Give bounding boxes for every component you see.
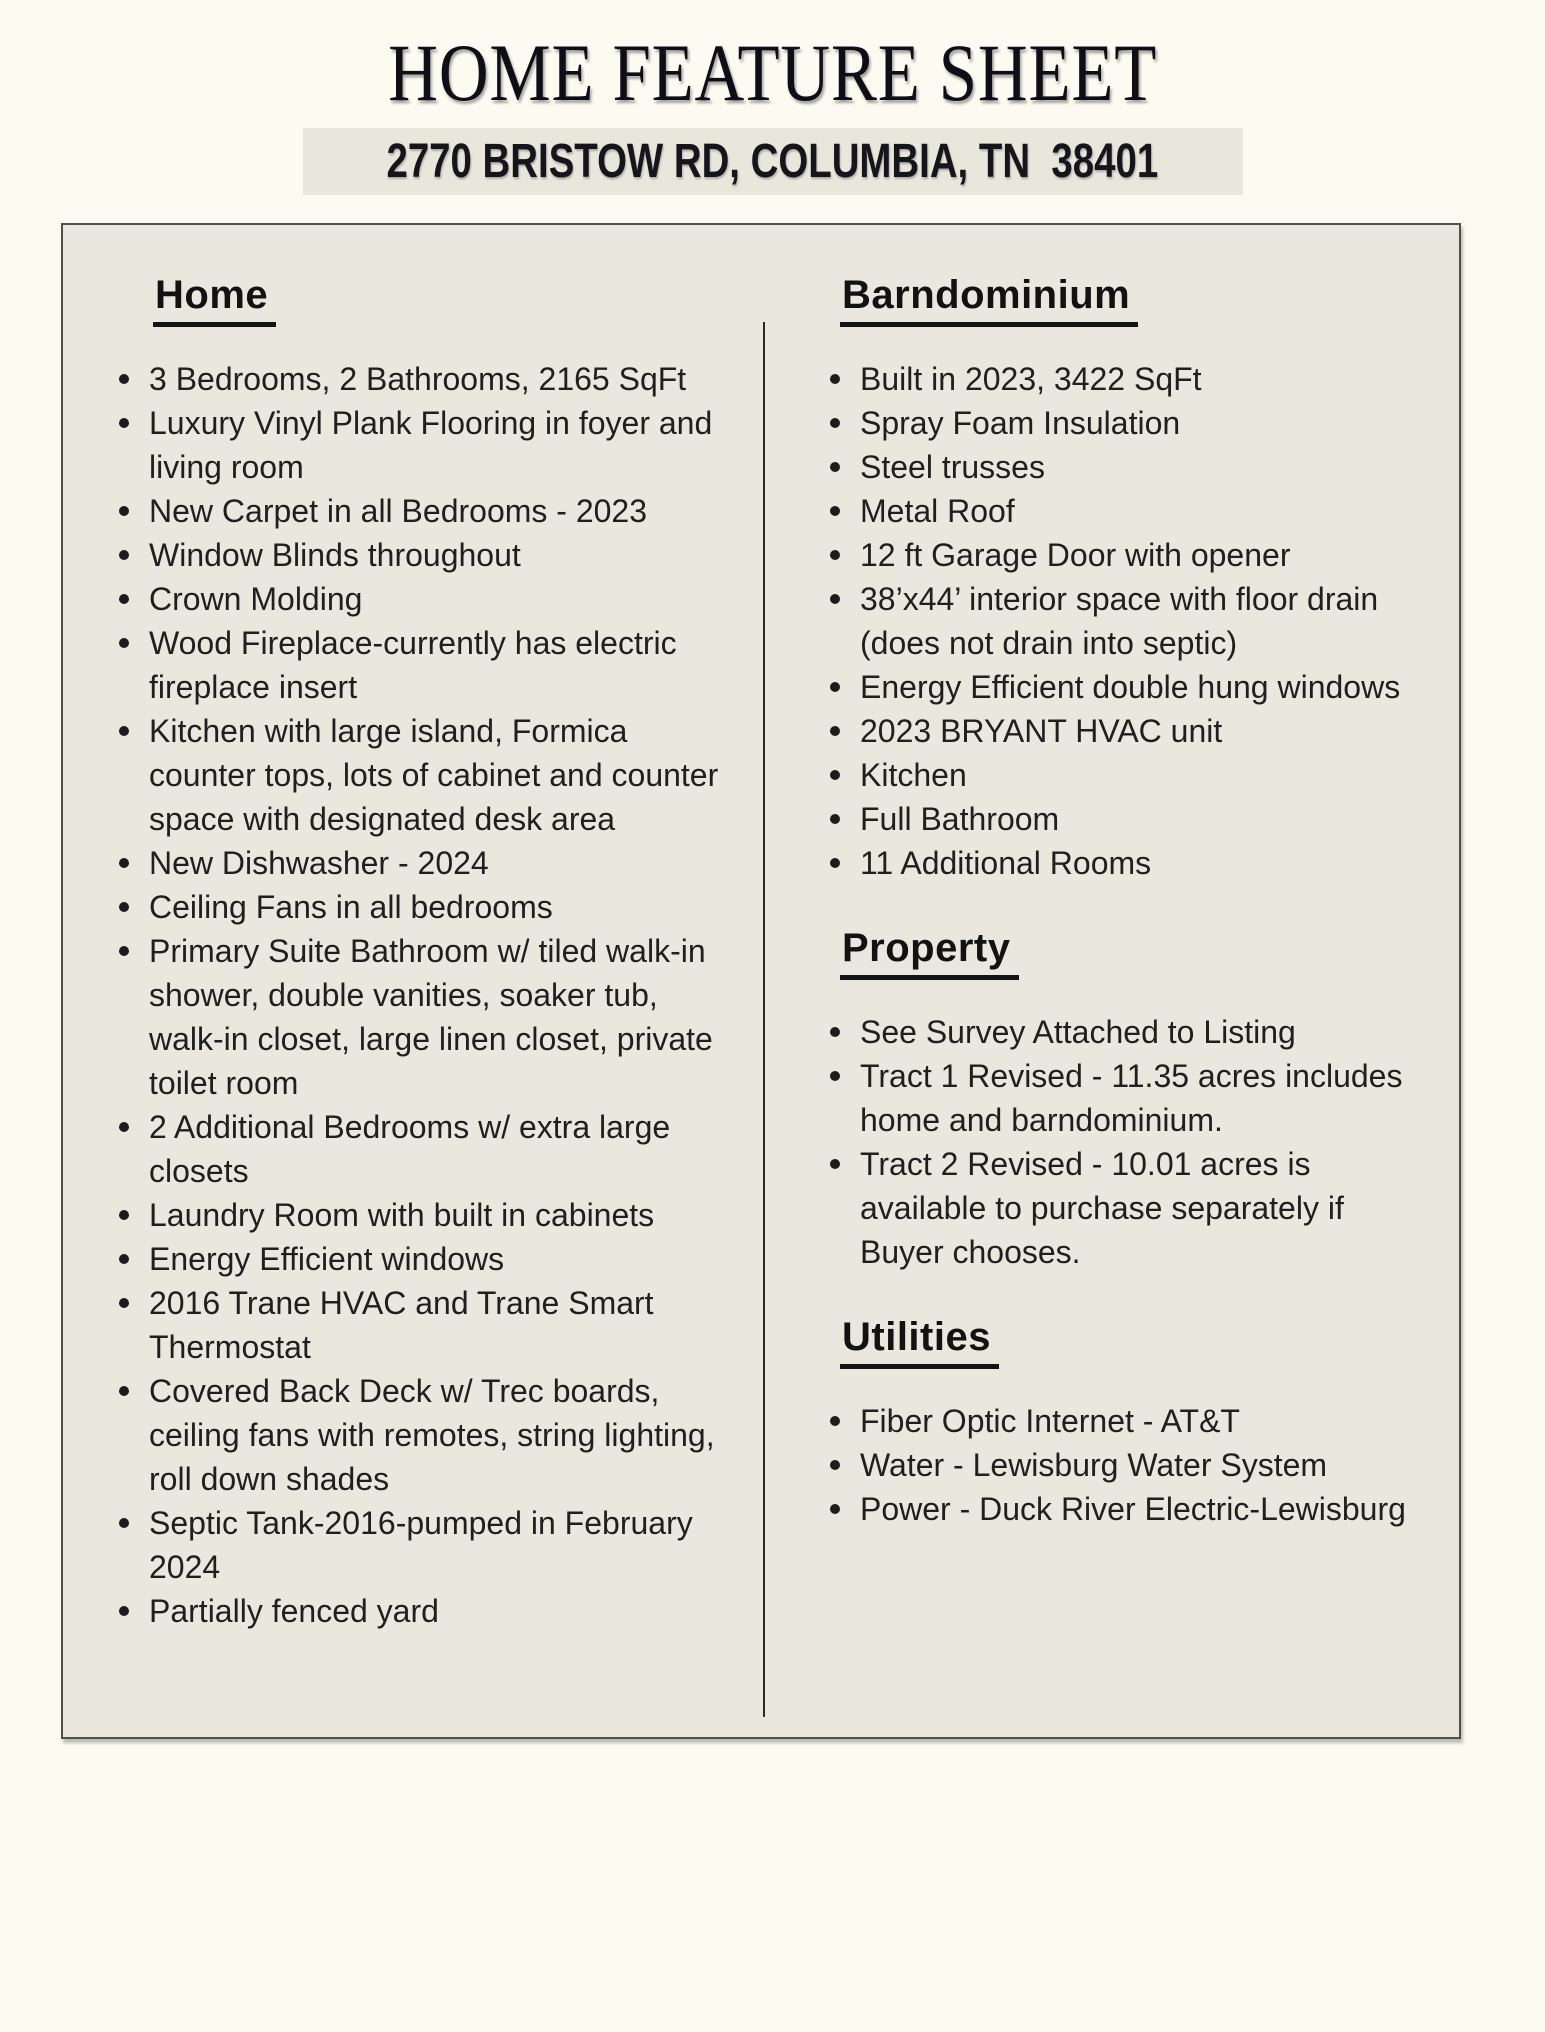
page-title-text: HOME FEATURE SHEET (388, 27, 1157, 118)
address-text: 2770 BRISTOW RD, COLUMBIA, TN 38401 (386, 135, 1159, 188)
list-item: Covered Back Deck w/ Trec boards, ceiling fans with remotes, string lighting, roll down shades (149, 1369, 740, 1501)
home-heading: Home (153, 272, 276, 327)
list-item: Spray Foam Insulation (860, 401, 1434, 445)
list-item: 38’x44’ interior space with floor drain (does not drain into septic) (860, 577, 1434, 665)
right-column (765, 225, 1459, 1737)
utilities-heading: Utilities (840, 1314, 999, 1369)
list-item: Built in 2023, 3422 SqFt (860, 357, 1434, 401)
list-item: Power - Duck River Electric-Lewisburg (860, 1487, 1434, 1531)
column-divider (763, 322, 765, 1717)
list-item: Steel trusses (860, 445, 1434, 489)
list-item: New Dishwasher - 2024 (149, 841, 740, 885)
list-item: Tract 2 Revised - 10.01 acres is available to purchase separately if Buyer chooses. (860, 1142, 1434, 1274)
page-title (0, 27, 1545, 118)
home-list (149, 357, 740, 1633)
left-column (63, 225, 765, 1737)
property-list (860, 1010, 1434, 1274)
barndominium-heading: Barndominium (840, 272, 1138, 327)
utilities-list (860, 1399, 1434, 1531)
list-item: Crown Molding (149, 577, 740, 621)
list-item: 2016 Trane HVAC and Trane Smart Thermostat (149, 1281, 740, 1369)
list-item: 2 Additional Bedrooms w/ extra large closets (149, 1105, 740, 1193)
list-item: 12 ft Garage Door with opener (860, 533, 1434, 577)
list-item: Kitchen with large island, Formica counter tops, lots of cabinet and counter space with designated desk area (149, 709, 740, 841)
list-item: Metal Roof (860, 489, 1434, 533)
list-item: Primary Suite Bathroom w/ tiled walk-in shower, double vanities, soaker tub, walk-in closet, large linen closet, private toilet room (149, 929, 740, 1105)
barndominium-section (840, 272, 1434, 885)
utilities-section (840, 1314, 1434, 1531)
list-item: Luxury Vinyl Plank Flooring in foyer and living room (149, 401, 740, 489)
list-item: Partially fenced yard (149, 1589, 740, 1633)
list-item: Wood Fireplace-currently has electric fireplace insert (149, 621, 740, 709)
list-item: 3 Bedrooms, 2 Bathrooms, 2165 SqFt (149, 357, 740, 401)
property-section (840, 925, 1434, 1274)
property-heading: Property (840, 925, 1019, 980)
barndominium-list (860, 357, 1434, 885)
list-item: 2023 BRYANT HVAC unit (860, 709, 1434, 753)
list-item: Laundry Room with built in cabinets (149, 1193, 740, 1237)
list-item: Full Bathroom (860, 797, 1434, 841)
list-item: New Carpet in all Bedrooms - 2023 (149, 489, 740, 533)
list-item: See Survey Attached to Listing (860, 1010, 1434, 1054)
list-item: Septic Tank-2016-pumped in February 2024 (149, 1501, 740, 1589)
list-item: Kitchen (860, 753, 1434, 797)
list-item: Energy Efficient windows (149, 1237, 740, 1281)
feature-card (61, 223, 1461, 1739)
list-item: Window Blinds throughout (149, 533, 740, 577)
list-item: Water - Lewisburg Water System (860, 1443, 1434, 1487)
list-item: Fiber Optic Internet - AT&T (860, 1399, 1434, 1443)
list-item: Ceiling Fans in all bedrooms (149, 885, 740, 929)
list-item: Tract 1 Revised - 11.35 acres includes home and barndominium. (860, 1054, 1434, 1142)
address-banner (303, 128, 1243, 195)
home-section (149, 272, 740, 1633)
list-item: 11 Additional Rooms (860, 841, 1434, 885)
list-item: Energy Efficient double hung windows (860, 665, 1434, 709)
